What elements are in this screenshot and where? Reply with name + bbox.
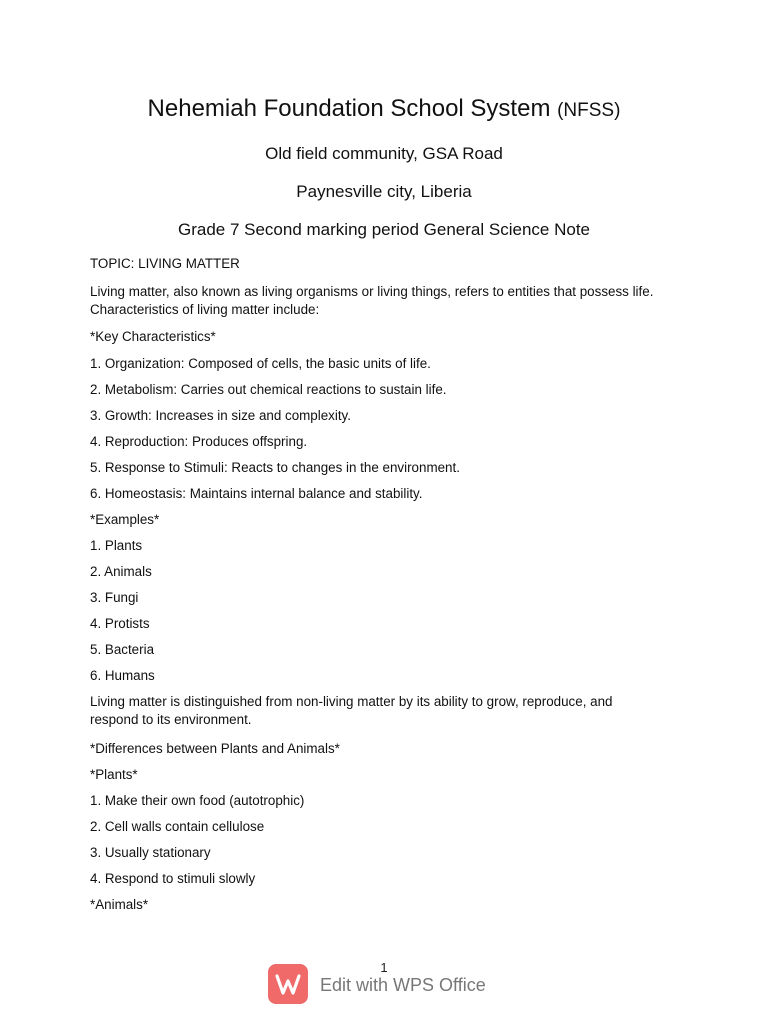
document-subtitle: Grade 7 Second marking period General Science Note — [177, 220, 590, 239]
list-item: 5. Bacteria — [90, 642, 155, 657]
list-item: 2. Animals — [90, 564, 152, 579]
title-main: Nehemiah Foundation School System — [147, 95, 551, 122]
list-item: 6. Humans — [90, 668, 155, 683]
wps-logo-icon[interactable] — [268, 964, 308, 1004]
list-item: 1. Organization: Composed of cells, the basic units of life. — [90, 356, 431, 371]
list-item: 3. Usually stationary — [90, 845, 211, 860]
differences-heading: *Differences between Plants and Animals* — [90, 741, 340, 756]
address-line-2: Paynesville city, Liberia — [296, 182, 472, 201]
key-characteristics-heading: *Key Characteristics* — [90, 329, 216, 344]
list-item: 2. Metabolism: Carries out chemical reactions to sustain life. — [90, 382, 447, 397]
page-number: 1 — [380, 960, 388, 975]
list-item: 4. Protists — [90, 616, 150, 631]
title-abbreviation: (NFSS) — [557, 100, 621, 121]
list-item: 3. Growth: Increases in size and complexity. — [90, 408, 351, 423]
list-item: 5. Response to Stimuli: Reacts to changes in the environment. — [90, 460, 460, 475]
list-item: 1. Make their own food (autotrophic) — [90, 793, 305, 808]
topic-heading: TOPIC: LIVING MATTER — [90, 256, 240, 271]
summary-line-2: respond to its environment. — [90, 712, 252, 727]
list-item: 4. Respond to stimuli slowly — [90, 871, 256, 886]
wps-w-glyph-icon — [268, 964, 308, 1004]
list-item: 1. Plants — [90, 538, 143, 553]
list-item: 4. Reproduction: Produces offspring. — [90, 434, 308, 449]
address-line-1: Old field community, GSA Road — [265, 144, 503, 163]
edit-with-wps-link[interactable]: Edit with WPS Office — [320, 975, 486, 995]
animals-heading: *Animals* — [90, 897, 149, 912]
list-item: 3. Fungi — [90, 590, 139, 605]
summary-line-1: Living matter is distinguished from non-living matter by its ability to grow, reproduce, and — [90, 694, 613, 709]
intro-line-2: Characteristics of living matter include: — [90, 302, 320, 317]
intro-line-1: Living matter, also known as living organisms or living things, refers to entities that possess life. — [90, 284, 654, 299]
examples-heading: *Examples* — [90, 512, 160, 527]
plants-heading: *Plants* — [90, 767, 138, 782]
list-item: 6. Homeostasis: Maintains internal balance and stability. — [90, 486, 423, 501]
document-title — [0, 93, 768, 127]
list-item: 2. Cell walls contain cellulose — [90, 819, 265, 834]
